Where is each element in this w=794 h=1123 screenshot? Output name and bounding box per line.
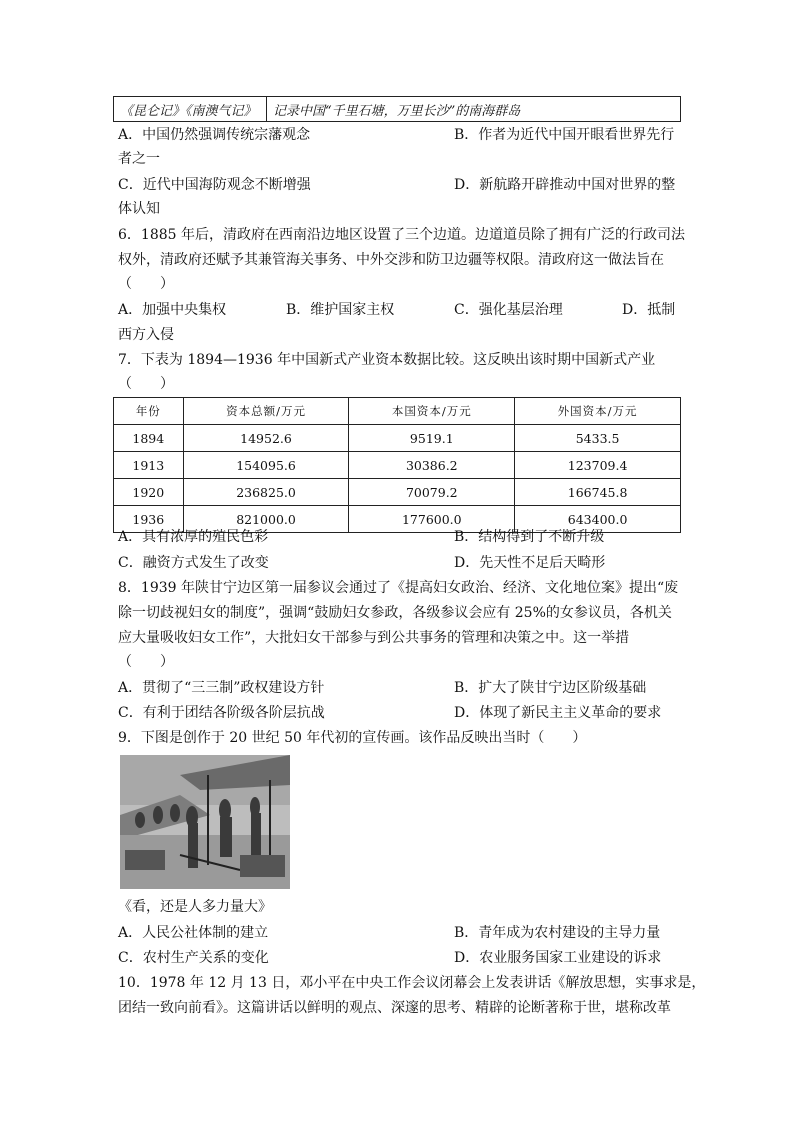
- q7-option-d[interactable]: D．先天性不足后天畸形: [454, 555, 606, 571]
- top-table-right-cell: 记录中国“千里石塘，万里长沙”的南海群岛: [267, 97, 681, 122]
- q8-option-d[interactable]: D．体现了新民主主义革命的要求: [454, 705, 662, 721]
- q6-answer-blank: （ ）: [118, 276, 174, 292]
- q5-option-b[interactable]: B．作者为近代中国开眼看世界先行: [454, 127, 675, 143]
- table-row: [114, 479, 681, 506]
- table-cell: 123709.4: [515, 452, 681, 479]
- table-cell: 70079.2: [349, 479, 515, 506]
- table-cell: 1920: [114, 479, 184, 506]
- q8-stem-line3: 应大量吸收妇女工作”，大批妇女干部参与到公共事务的管理和决策之中。这一举措: [118, 630, 630, 646]
- table-cell: 154095.6: [183, 452, 349, 479]
- table-cell: 166745.8: [515, 479, 681, 506]
- table-header-cell: 资本总额/万元: [183, 398, 349, 425]
- q7-option-b[interactable]: B．结构得到了不断升级: [454, 529, 605, 545]
- q7-answer-blank: （ ）: [118, 376, 174, 392]
- q10-stem-line2: 团结一致向前看》。这篇讲话以鲜明的观点、深邃的思考、精辟的论断著称于世，堪称改革: [118, 1000, 671, 1016]
- table-header-cell: 年份: [114, 398, 184, 425]
- q8-option-b[interactable]: B．扩大了陕甘宁边区阶级基础: [454, 680, 647, 696]
- poster-illustration: [120, 755, 290, 889]
- q6-option-d[interactable]: D．抵制: [622, 302, 676, 318]
- q9-option-d[interactable]: D．农业服务国家工业建设的诉求: [454, 950, 662, 966]
- q10-stem-line1: 10．1978 年 12 月 13 日，邓小平在中央工作会议闭幕会上发表讲话《解放思想，实事求是，: [118, 975, 706, 991]
- q5-option-b-cont: 者之一: [118, 151, 160, 167]
- q6-option-d-cont: 西方入侵: [118, 327, 174, 343]
- table-cell: 30386.2: [349, 452, 515, 479]
- table-cell: 643400.0: [515, 506, 681, 533]
- q7-stem-line1: 7．下表为 1894—1936 年中国新式产业资本数据比较。这反映出该时期中国新式产业: [118, 352, 656, 368]
- capital-data-table: [113, 397, 681, 533]
- q8-option-c[interactable]: C．有利于团结各阶级各阶层抗战: [118, 705, 325, 721]
- q9-option-a[interactable]: A．人民公社体制的建立: [118, 925, 269, 941]
- table-cell: 1894: [114, 425, 184, 452]
- table-cell: 177600.0: [349, 506, 515, 533]
- q8-stem-line2: 除一切歧视妇女的制度”，强调“鼓励妇女参政，各级参议会应有 25%的女参议员，各机关: [118, 605, 672, 621]
- q7-option-c[interactable]: C．融资方式发生了改变: [118, 555, 269, 571]
- poster-caption: 《看，还是人多力量大》: [118, 899, 272, 915]
- table-cell: 14952.6: [183, 425, 349, 452]
- table-header-row: [114, 398, 681, 425]
- table-header-cell: 外国资本/万元: [515, 398, 681, 425]
- q6-option-a[interactable]: A．加强中央集权: [118, 302, 227, 318]
- q6-option-b[interactable]: B．维护国家主权: [286, 302, 395, 318]
- table-cell: 1936: [114, 506, 184, 533]
- top-table: [113, 96, 681, 122]
- q5-option-c[interactable]: C．近代中国海防观念不断增强: [118, 177, 311, 193]
- q5-option-d[interactable]: D．新航路开辟推动中国对世界的整: [454, 177, 676, 193]
- q8-stem-line1: 8．1939 年陕甘宁边区第一届参议会通过了《提高妇女政治、经济、文化地位案》提出“废: [118, 580, 679, 596]
- q5-option-a[interactable]: A．中国仍然强调传统宗藩观念: [118, 127, 311, 143]
- q6-stem-line2: 权外，清政府还赋予其兼管海关事务、中外交涉和防卫边疆等权限。清政府这一做法旨在: [118, 252, 664, 268]
- q5-option-d-cont: 体认知: [118, 201, 160, 217]
- q9-option-b[interactable]: B．青年成为农村建设的主导力量: [454, 925, 661, 941]
- q7-option-a[interactable]: A．具有浓厚的殖民色彩: [118, 529, 269, 545]
- table-cell: 236825.0: [183, 479, 349, 506]
- propaganda-poster-image: [120, 755, 290, 889]
- q9-option-c[interactable]: C．农村生产关系的变化: [118, 950, 269, 966]
- table-header-cell: 本国资本/万元: [349, 398, 515, 425]
- q6-option-c[interactable]: C．强化基层治理: [454, 302, 563, 318]
- table-cell: 9519.1: [349, 425, 515, 452]
- top-table-left-cell: 《昆仑记》《南澳气记》: [114, 97, 267, 122]
- q9-stem-line1: 9．下图是创作于 20 世纪 50 年代初的宣传画。该作品反映出当时（ ）: [118, 730, 587, 746]
- table-cell: 5433.5: [515, 425, 681, 452]
- table-cell: 1913: [114, 452, 184, 479]
- table-cell: 821000.0: [183, 506, 349, 533]
- q8-option-a[interactable]: A．贯彻了“三三制”政权建设方针: [118, 680, 325, 696]
- table-row: [114, 425, 681, 452]
- q8-answer-blank: （ ）: [118, 654, 174, 670]
- q6-stem-line1: 6．1885 年后，清政府在西南沿边地区设置了三个边道。边道道员除了拥有广泛的行政司法: [118, 227, 685, 243]
- table-row: [114, 452, 681, 479]
